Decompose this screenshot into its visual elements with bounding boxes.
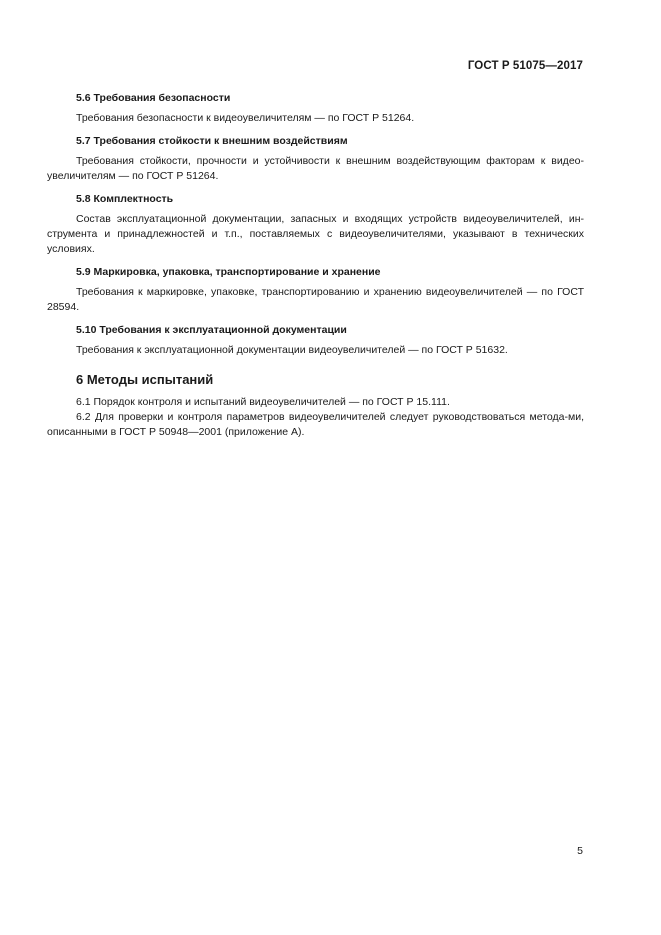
section-5-10-text: Требования к эксплуатационной документации видеоувеличителей — по ГОСТ Р 51632. xyxy=(76,344,508,356)
section-5-9-text: Требования к маркировке, упаковке, транспортированию и хранению видеоувеличителей — по ГОСТ 28594. xyxy=(47,286,584,313)
section-5-10-title: 5.10 Требования к эксплуатационной документации xyxy=(76,324,347,336)
page-number: 5 xyxy=(577,845,583,857)
section-5-7-title: 5.7 Требования стойкости к внешним воздействиям xyxy=(76,135,348,147)
section-5-9-title: 5.9 Маркировка, упаковка, транспортирование и хранение xyxy=(76,266,381,278)
document-body xyxy=(47,91,584,440)
section-5-6-title: 5.6 Требования безопасности xyxy=(76,92,231,104)
section-5-8-text: Состав эксплуатационной документации, запасных и входящих устройств видеоувеличителей, ин-струмента и принадлежностей и т.п., поставляемых с видеоувеличителями, указывают в технических условиях. xyxy=(47,213,584,255)
section-5-7-text: Требования стойкости, прочности и устойчивости к внешним воздействующим факторам к видео-увеличителям — по ГОСТ Р 51264. xyxy=(47,155,584,182)
section-6-title: 6 Методы испытаний xyxy=(76,372,214,387)
section-5-8-title: 5.8 Комплектность xyxy=(76,193,174,205)
section-6-2-text: 6.2 Для проверки и контроля параметров видеоувеличителей следует руководствоваться метода-ми, описанными в ГОСТ Р 50948—2001 (приложение А). xyxy=(47,411,584,438)
section-5-6-text: Требования безопасности к видеоувеличителям — по ГОСТ Р 51264. xyxy=(76,112,415,124)
document-code: ГОСТ Р 51075—2017 xyxy=(467,60,583,72)
section-6-1-text: 6.1 Порядок контроля и испытаний видеоувеличителей — по ГОСТ Р 15.111. xyxy=(76,396,450,408)
